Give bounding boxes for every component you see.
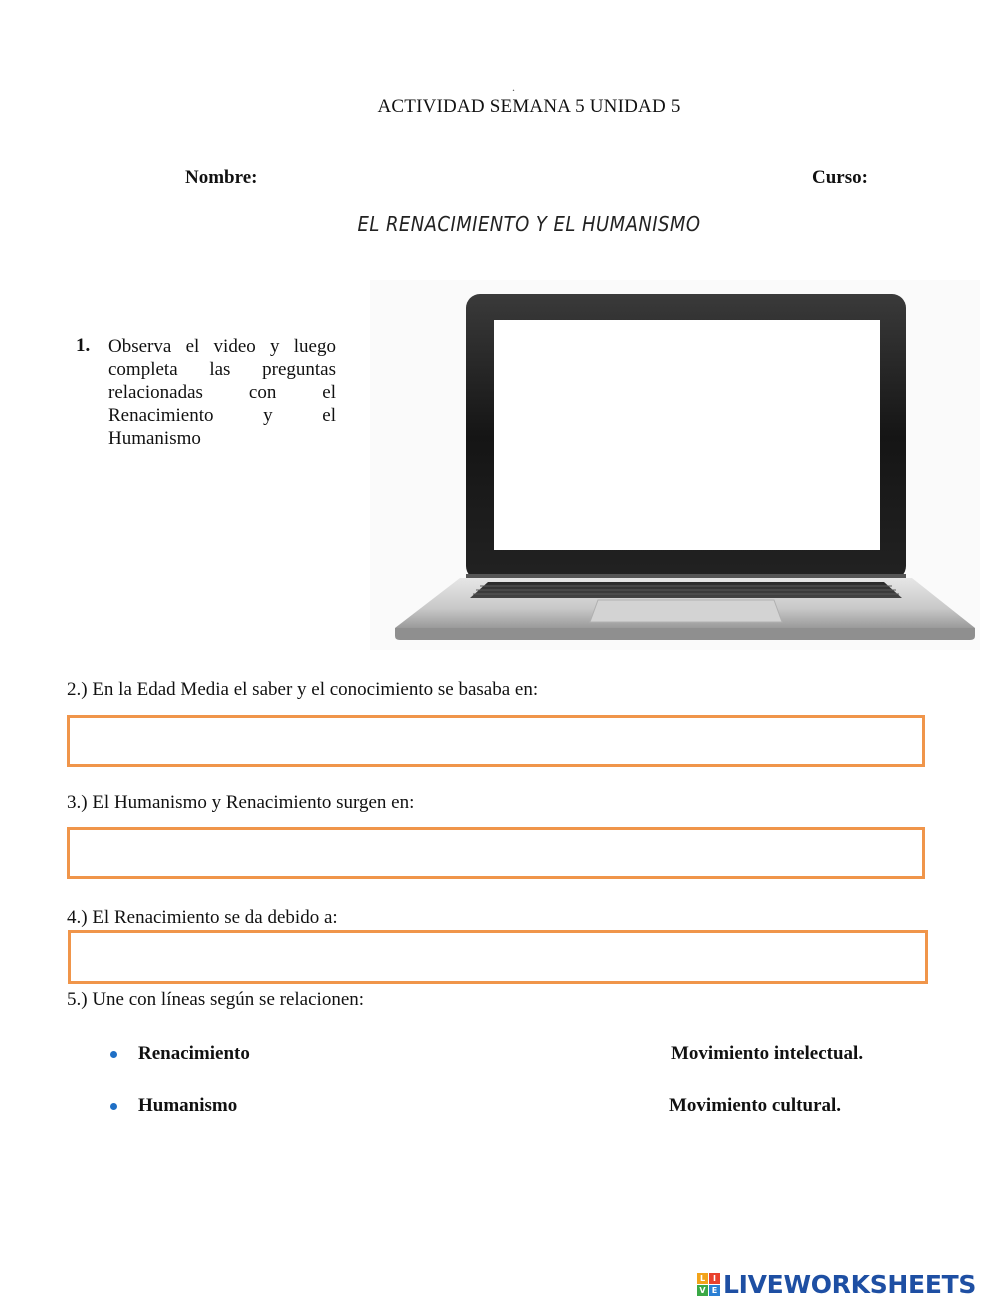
question-1-number: 1. (76, 335, 91, 356)
question-2-answer-field[interactable] (67, 715, 925, 767)
question-2-text: 2.) En la Edad Media el saber y el conocimiento se basaba en: (67, 679, 539, 700)
bullet-icon (110, 1103, 117, 1110)
curso-label: Curso: (812, 167, 868, 188)
header-dot: . (512, 80, 515, 94)
question-5-text: 5.) Une con líneas según se relacionen: (67, 989, 365, 1010)
question-3-text: 3.) El Humanismo y Renacimiento surgen en: (67, 792, 415, 813)
question-4-answer-field[interactable] (68, 930, 928, 984)
question-3-answer-field[interactable] (67, 827, 925, 879)
worksheet-subtitle: EL RENACIMIENTO Y EL HUMANISMO (357, 212, 701, 236)
match-left-item-2[interactable]: Humanismo (138, 1095, 238, 1116)
laptop-icon (370, 280, 980, 650)
logo-blocks-icon: L I V E (697, 1273, 720, 1296)
match-left-item-1[interactable]: Renacimiento (138, 1043, 250, 1064)
liveworksheets-logo (697, 1268, 976, 1300)
question-4-text: 4.) El Renacimiento se da debido a: (67, 907, 338, 928)
logo-text: LIVEWORKSHEETS (723, 1269, 977, 1299)
match-right-item-1[interactable]: Movimiento intelectual. (671, 1043, 864, 1064)
document-title: ACTIVIDAD SEMANA 5 UNIDAD 5 (377, 96, 681, 117)
bullet-icon (110, 1051, 117, 1058)
match-right-item-2[interactable]: Movimiento cultural. (669, 1095, 842, 1116)
question-1-text: Observa el video y luego completa las preguntas relacionadas con el Renacimiento y el Humanismo (108, 336, 336, 449)
nombre-label: Nombre: (185, 167, 258, 188)
